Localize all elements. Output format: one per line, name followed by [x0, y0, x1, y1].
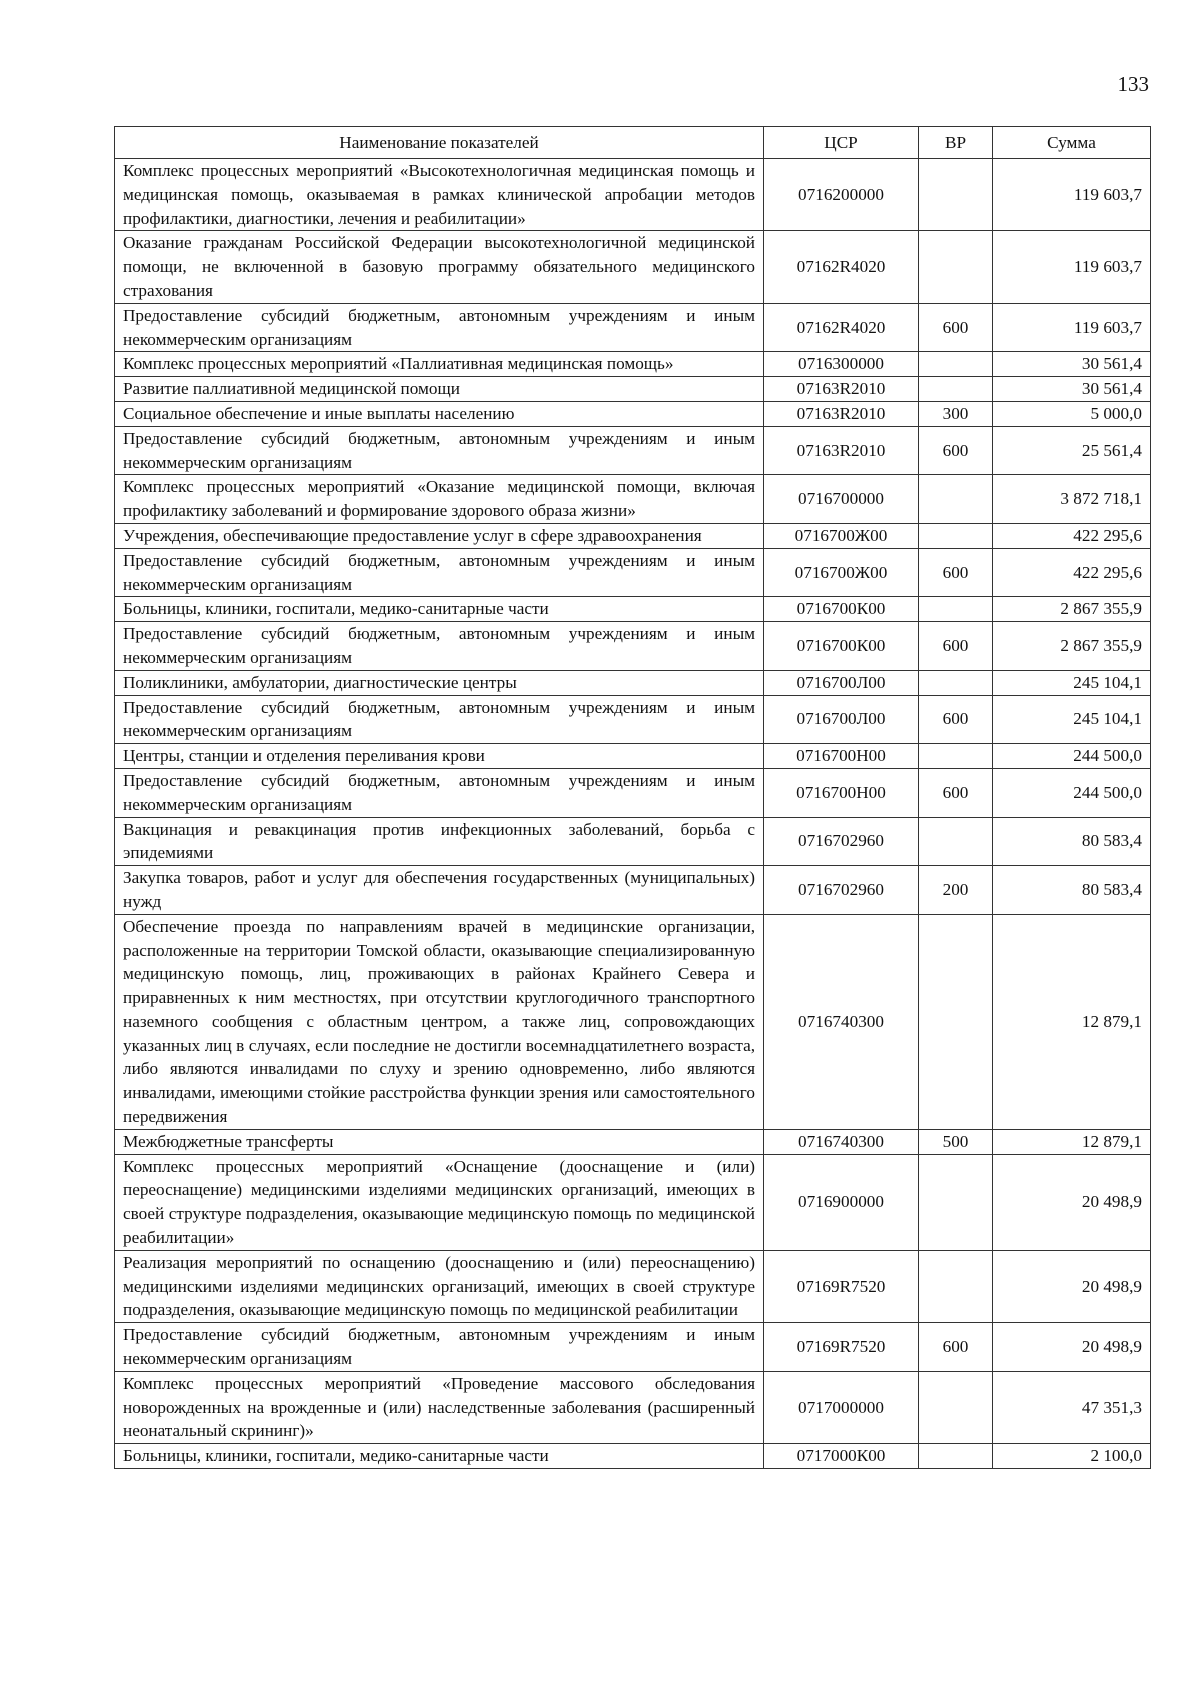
cell-vr: 200	[919, 866, 993, 915]
cell-name: Поликлиники, амбулатории, диагностические центры	[115, 670, 764, 695]
cell-vr	[919, 1250, 993, 1322]
cell-sum: 2 100,0	[993, 1444, 1151, 1469]
cell-vr: 600	[919, 622, 993, 671]
cell-csr: 0716700К00	[764, 597, 919, 622]
cell-sum: 119 603,7	[993, 159, 1151, 231]
cell-vr	[919, 523, 993, 548]
table-row	[115, 768, 1151, 817]
header-sum: Сумма	[993, 127, 1151, 159]
cell-sum: 20 498,9	[993, 1154, 1151, 1250]
cell-sum: 422 295,6	[993, 548, 1151, 597]
cell-name: Предоставление субсидий бюджетным, автономным учреждениям и иным некоммерческим организациям	[115, 426, 764, 475]
cell-csr: 0716700Л00	[764, 670, 919, 695]
table-row	[115, 1371, 1151, 1443]
cell-vr: 600	[919, 1323, 993, 1372]
cell-vr: 600	[919, 426, 993, 475]
cell-csr: 0716740300	[764, 1129, 919, 1154]
cell-name: Обеспечение проезда по направлениям врачей в медицинские организации, расположенные на территории Томской области, оказывающие специализированную медицинскую помощь, лиц, проживающих в районах Крайнего Севера и приравненных к ним местностях, при отсутствии круглогодичного транспортного наземного сообщения с областным центром, а также лиц, сопровождающих указанных лиц в случаях, если последние не достигли восемнадцатилетнего возраста, либо являются инвалидами по слуху и зрению одновременно, либо являются инвалидами, имеющими стойкие расстройства функции зрения или самостоятельного передвижения	[115, 914, 764, 1129]
cell-name: Реализация мероприятий по оснащению (дооснащению и (или) переоснащению) медицинскими изделиями медицинских организаций, имеющих в своей структуре подразделения, оказывающие медицинскую помощь по медицинской реабилитации	[115, 1250, 764, 1322]
cell-vr	[919, 817, 993, 866]
cell-name: Социальное обеспечение и иные выплаты населению	[115, 401, 764, 426]
table-row	[115, 866, 1151, 915]
cell-sum: 20 498,9	[993, 1323, 1151, 1372]
cell-csr: 0716702960	[764, 817, 919, 866]
cell-name: Предоставление субсидий бюджетным, автономным учреждениям и иным некоммерческим организациям	[115, 548, 764, 597]
table-row	[115, 548, 1151, 597]
cell-csr: 07162R4020	[764, 303, 919, 352]
cell-name: Предоставление субсидий бюджетным, автономным учреждениям и иным некоммерческим организациям	[115, 768, 764, 817]
cell-csr: 0716300000	[764, 352, 919, 377]
cell-csr: 07162R4020	[764, 231, 919, 303]
cell-sum: 244 500,0	[993, 768, 1151, 817]
table-row	[115, 426, 1151, 475]
cell-sum: 5 000,0	[993, 401, 1151, 426]
cell-sum: 12 879,1	[993, 914, 1151, 1129]
cell-name: Учреждения, обеспечивающие предоставление услуг в сфере здравоохранения	[115, 523, 764, 548]
cell-sum: 80 583,4	[993, 866, 1151, 915]
cell-csr: 0716700Н00	[764, 768, 919, 817]
cell-sum: 25 561,4	[993, 426, 1151, 475]
cell-name: Больницы, клиники, госпитали, медико-санитарные части	[115, 597, 764, 622]
cell-name: Закупка товаров, работ и услуг для обеспечения государственных (муниципальных) нужд	[115, 866, 764, 915]
cell-vr	[919, 597, 993, 622]
table-row	[115, 231, 1151, 303]
table-row	[115, 1444, 1151, 1469]
table-body	[115, 159, 1151, 1469]
cell-name: Центры, станции и отделения переливания крови	[115, 744, 764, 769]
cell-name: Комплекс процессных мероприятий «Паллиативная медицинская помощь»	[115, 352, 764, 377]
table-row	[115, 1323, 1151, 1372]
cell-csr: 0717000К00	[764, 1444, 919, 1469]
cell-vr	[919, 1371, 993, 1443]
cell-vr	[919, 377, 993, 402]
table-row	[115, 303, 1151, 352]
cell-csr: 0716700Л00	[764, 695, 919, 744]
cell-name: Оказание гражданам Российской Федерации высокотехнологичной медицинской помощи, не включенной в базовую программу обязательного медицинского страхования	[115, 231, 764, 303]
cell-sum: 12 879,1	[993, 1129, 1151, 1154]
cell-sum: 30 561,4	[993, 377, 1151, 402]
cell-csr: 07163R2010	[764, 377, 919, 402]
cell-name: Комплекс процессных мероприятий «Оказание медицинской помощи, включая профилактику заболеваний и формирование здорового образа жизни»	[115, 475, 764, 524]
table-row	[115, 1154, 1151, 1250]
header-name: Наименование показателей	[115, 127, 764, 159]
cell-vr	[919, 352, 993, 377]
cell-csr: 0716700000	[764, 475, 919, 524]
header-vr: ВР	[919, 127, 993, 159]
budget-table	[114, 126, 1151, 1469]
cell-vr	[919, 1444, 993, 1469]
cell-csr: 0716900000	[764, 1154, 919, 1250]
cell-name: Комплекс процессных мероприятий «Проведение массового обследования новорожденных на врожденные и (или) наследственные заболевания (расширенный неонатальный скрининг)»	[115, 1371, 764, 1443]
cell-csr: 07169R7520	[764, 1250, 919, 1322]
table-row	[115, 622, 1151, 671]
cell-sum: 47 351,3	[993, 1371, 1151, 1443]
cell-sum: 30 561,4	[993, 352, 1151, 377]
table-row	[115, 1250, 1151, 1322]
table-row	[115, 377, 1151, 402]
cell-csr: 0716700Ж00	[764, 548, 919, 597]
cell-vr: 600	[919, 548, 993, 597]
cell-name: Предоставление субсидий бюджетным, автономным учреждениям и иным некоммерческим организациям	[115, 303, 764, 352]
cell-csr: 0716700Н00	[764, 744, 919, 769]
cell-sum: 245 104,1	[993, 670, 1151, 695]
table-row	[115, 744, 1151, 769]
cell-sum: 2 867 355,9	[993, 622, 1151, 671]
cell-vr	[919, 159, 993, 231]
table-row	[115, 670, 1151, 695]
cell-csr: 07163R2010	[764, 426, 919, 475]
cell-vr	[919, 1154, 993, 1250]
cell-csr: 0716200000	[764, 159, 919, 231]
table-row	[115, 523, 1151, 548]
cell-sum: 20 498,9	[993, 1250, 1151, 1322]
cell-csr: 0716700К00	[764, 622, 919, 671]
cell-csr: 07169R7520	[764, 1323, 919, 1372]
cell-vr	[919, 231, 993, 303]
cell-name: Предоставление субсидий бюджетным, автономным учреждениям и иным некоммерческим организациям	[115, 1323, 764, 1372]
table-row	[115, 914, 1151, 1129]
cell-vr	[919, 475, 993, 524]
cell-vr: 600	[919, 768, 993, 817]
cell-name: Межбюджетные трансферты	[115, 1129, 764, 1154]
table-row	[115, 401, 1151, 426]
table-row	[115, 695, 1151, 744]
cell-sum: 119 603,7	[993, 231, 1151, 303]
table-row	[115, 817, 1151, 866]
cell-vr	[919, 744, 993, 769]
cell-sum: 244 500,0	[993, 744, 1151, 769]
table-header-row	[115, 127, 1151, 159]
cell-name: Вакцинация и ревакцинация против инфекционных заболеваний, борьба с эпидемиями	[115, 817, 764, 866]
cell-name: Развитие паллиативной медицинской помощи	[115, 377, 764, 402]
table-row	[115, 475, 1151, 524]
cell-name: Больницы, клиники, госпитали, медико-санитарные части	[115, 1444, 764, 1469]
header-csr: ЦСР	[764, 127, 919, 159]
cell-csr: 0716702960	[764, 866, 919, 915]
table-row	[115, 597, 1151, 622]
cell-sum: 119 603,7	[993, 303, 1151, 352]
table-row	[115, 159, 1151, 231]
cell-sum: 80 583,4	[993, 817, 1151, 866]
cell-sum: 2 867 355,9	[993, 597, 1151, 622]
table-row	[115, 352, 1151, 377]
cell-vr: 300	[919, 401, 993, 426]
cell-vr: 600	[919, 695, 993, 744]
cell-sum: 3 872 718,1	[993, 475, 1151, 524]
cell-vr: 600	[919, 303, 993, 352]
cell-csr: 0716740300	[764, 914, 919, 1129]
cell-csr: 07163R2010	[764, 401, 919, 426]
page-number: 133	[1117, 72, 1149, 96]
cell-name: Предоставление субсидий бюджетным, автономным учреждениям и иным некоммерческим организациям	[115, 622, 764, 671]
cell-name: Комплекс процессных мероприятий «Высокотехнологичная медицинская помощь и медицинская помощь, оказываемая в рамках клинической апробации методов профилактики, диагностики, лечения и реабилитации»	[115, 159, 764, 231]
cell-csr: 0716700Ж00	[764, 523, 919, 548]
cell-vr	[919, 670, 993, 695]
cell-vr: 500	[919, 1129, 993, 1154]
cell-vr	[919, 914, 993, 1129]
table-row	[115, 1129, 1151, 1154]
cell-name: Комплекс процессных мероприятий «Оснащение (дооснащение и (или) переоснащение) медицинскими изделиями медицинских организаций, имеющих в своей структуре подразделения, оказывающие медицинскую помощь по медицинской реабилитации»	[115, 1154, 764, 1250]
cell-csr: 0717000000	[764, 1371, 919, 1443]
cell-sum: 422 295,6	[993, 523, 1151, 548]
cell-sum: 245 104,1	[993, 695, 1151, 744]
cell-name: Предоставление субсидий бюджетным, автономным учреждениям и иным некоммерческим организациям	[115, 695, 764, 744]
